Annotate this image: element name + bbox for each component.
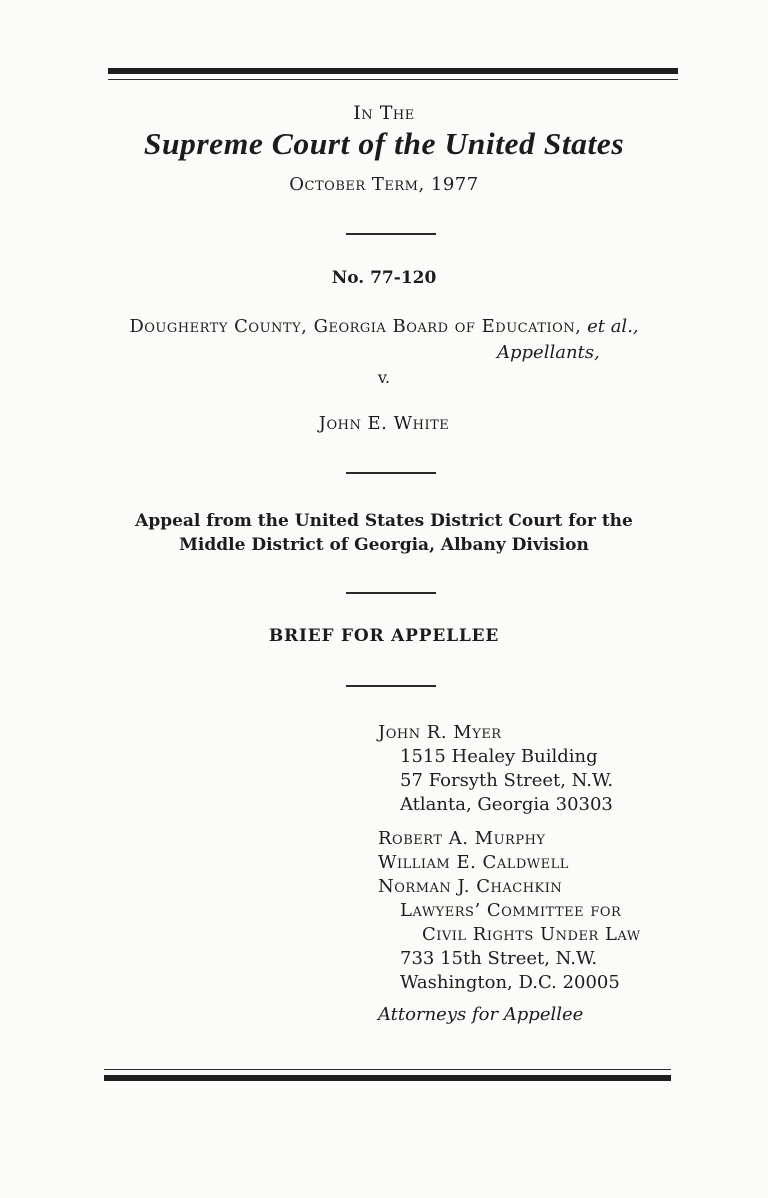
appellant-role: Appellants,: [497, 342, 600, 363]
counsel-name-2: Robert A. Murphy: [378, 828, 546, 849]
appeal-line-1: Appeal from the United States District Court for the: [135, 511, 633, 531]
appellee-name: John E. White: [318, 413, 450, 434]
separator-1: [346, 233, 436, 235]
counsel-name-4: Norman J. Chachkin: [378, 876, 563, 897]
org-name-line-1: Lawyers’ Committee for: [400, 900, 622, 921]
brief-title: BRIEF FOR APPELLEE: [268, 626, 500, 646]
versus: v.: [377, 368, 391, 387]
bottom-rule-thin: [104, 1069, 671, 1070]
counsel-name-3: William E. Caldwell: [378, 852, 569, 873]
top-rule-thick: [108, 68, 678, 74]
org-address-line: Washington, D.C. 20005: [400, 972, 620, 993]
counsel-address-line: Atlanta, Georgia 30303: [400, 794, 613, 815]
docket-number: No. 77-120: [331, 268, 437, 288]
top-rule-thin: [108, 79, 678, 80]
counsel-name-1: John R. Myer: [378, 722, 502, 743]
org-name-line-2: Civil Rights Under Law: [422, 924, 641, 945]
separator-3: [346, 592, 436, 594]
bottom-rule-thick: [104, 1075, 671, 1081]
counsel-address-line: 1515 Healey Building: [400, 746, 598, 767]
court-name: Supreme Court of the United States: [143, 126, 625, 161]
separator-4: [346, 685, 436, 687]
separator-2: [346, 472, 436, 474]
term-heading: October Term, 1977: [289, 174, 479, 195]
appellant-suffix: et al.,: [587, 316, 639, 337]
appellant-name: Dougherty County, Georgia Board of Education,: [129, 316, 582, 337]
counsel-address-line: 57 Forsyth Street, N.W.: [400, 770, 614, 791]
counsel-block: [378, 721, 641, 1027]
appellant-line: [0, 316, 768, 337]
org-address-line: 733 15th Street, N.W.: [400, 948, 598, 969]
in-the-heading: In The: [353, 102, 415, 124]
appeal-line-2: Middle District of Georgia, Albany Division: [179, 535, 589, 555]
appeal-caption: [0, 509, 768, 557]
attorneys-role: Attorneys for Appellee: [378, 1004, 584, 1025]
